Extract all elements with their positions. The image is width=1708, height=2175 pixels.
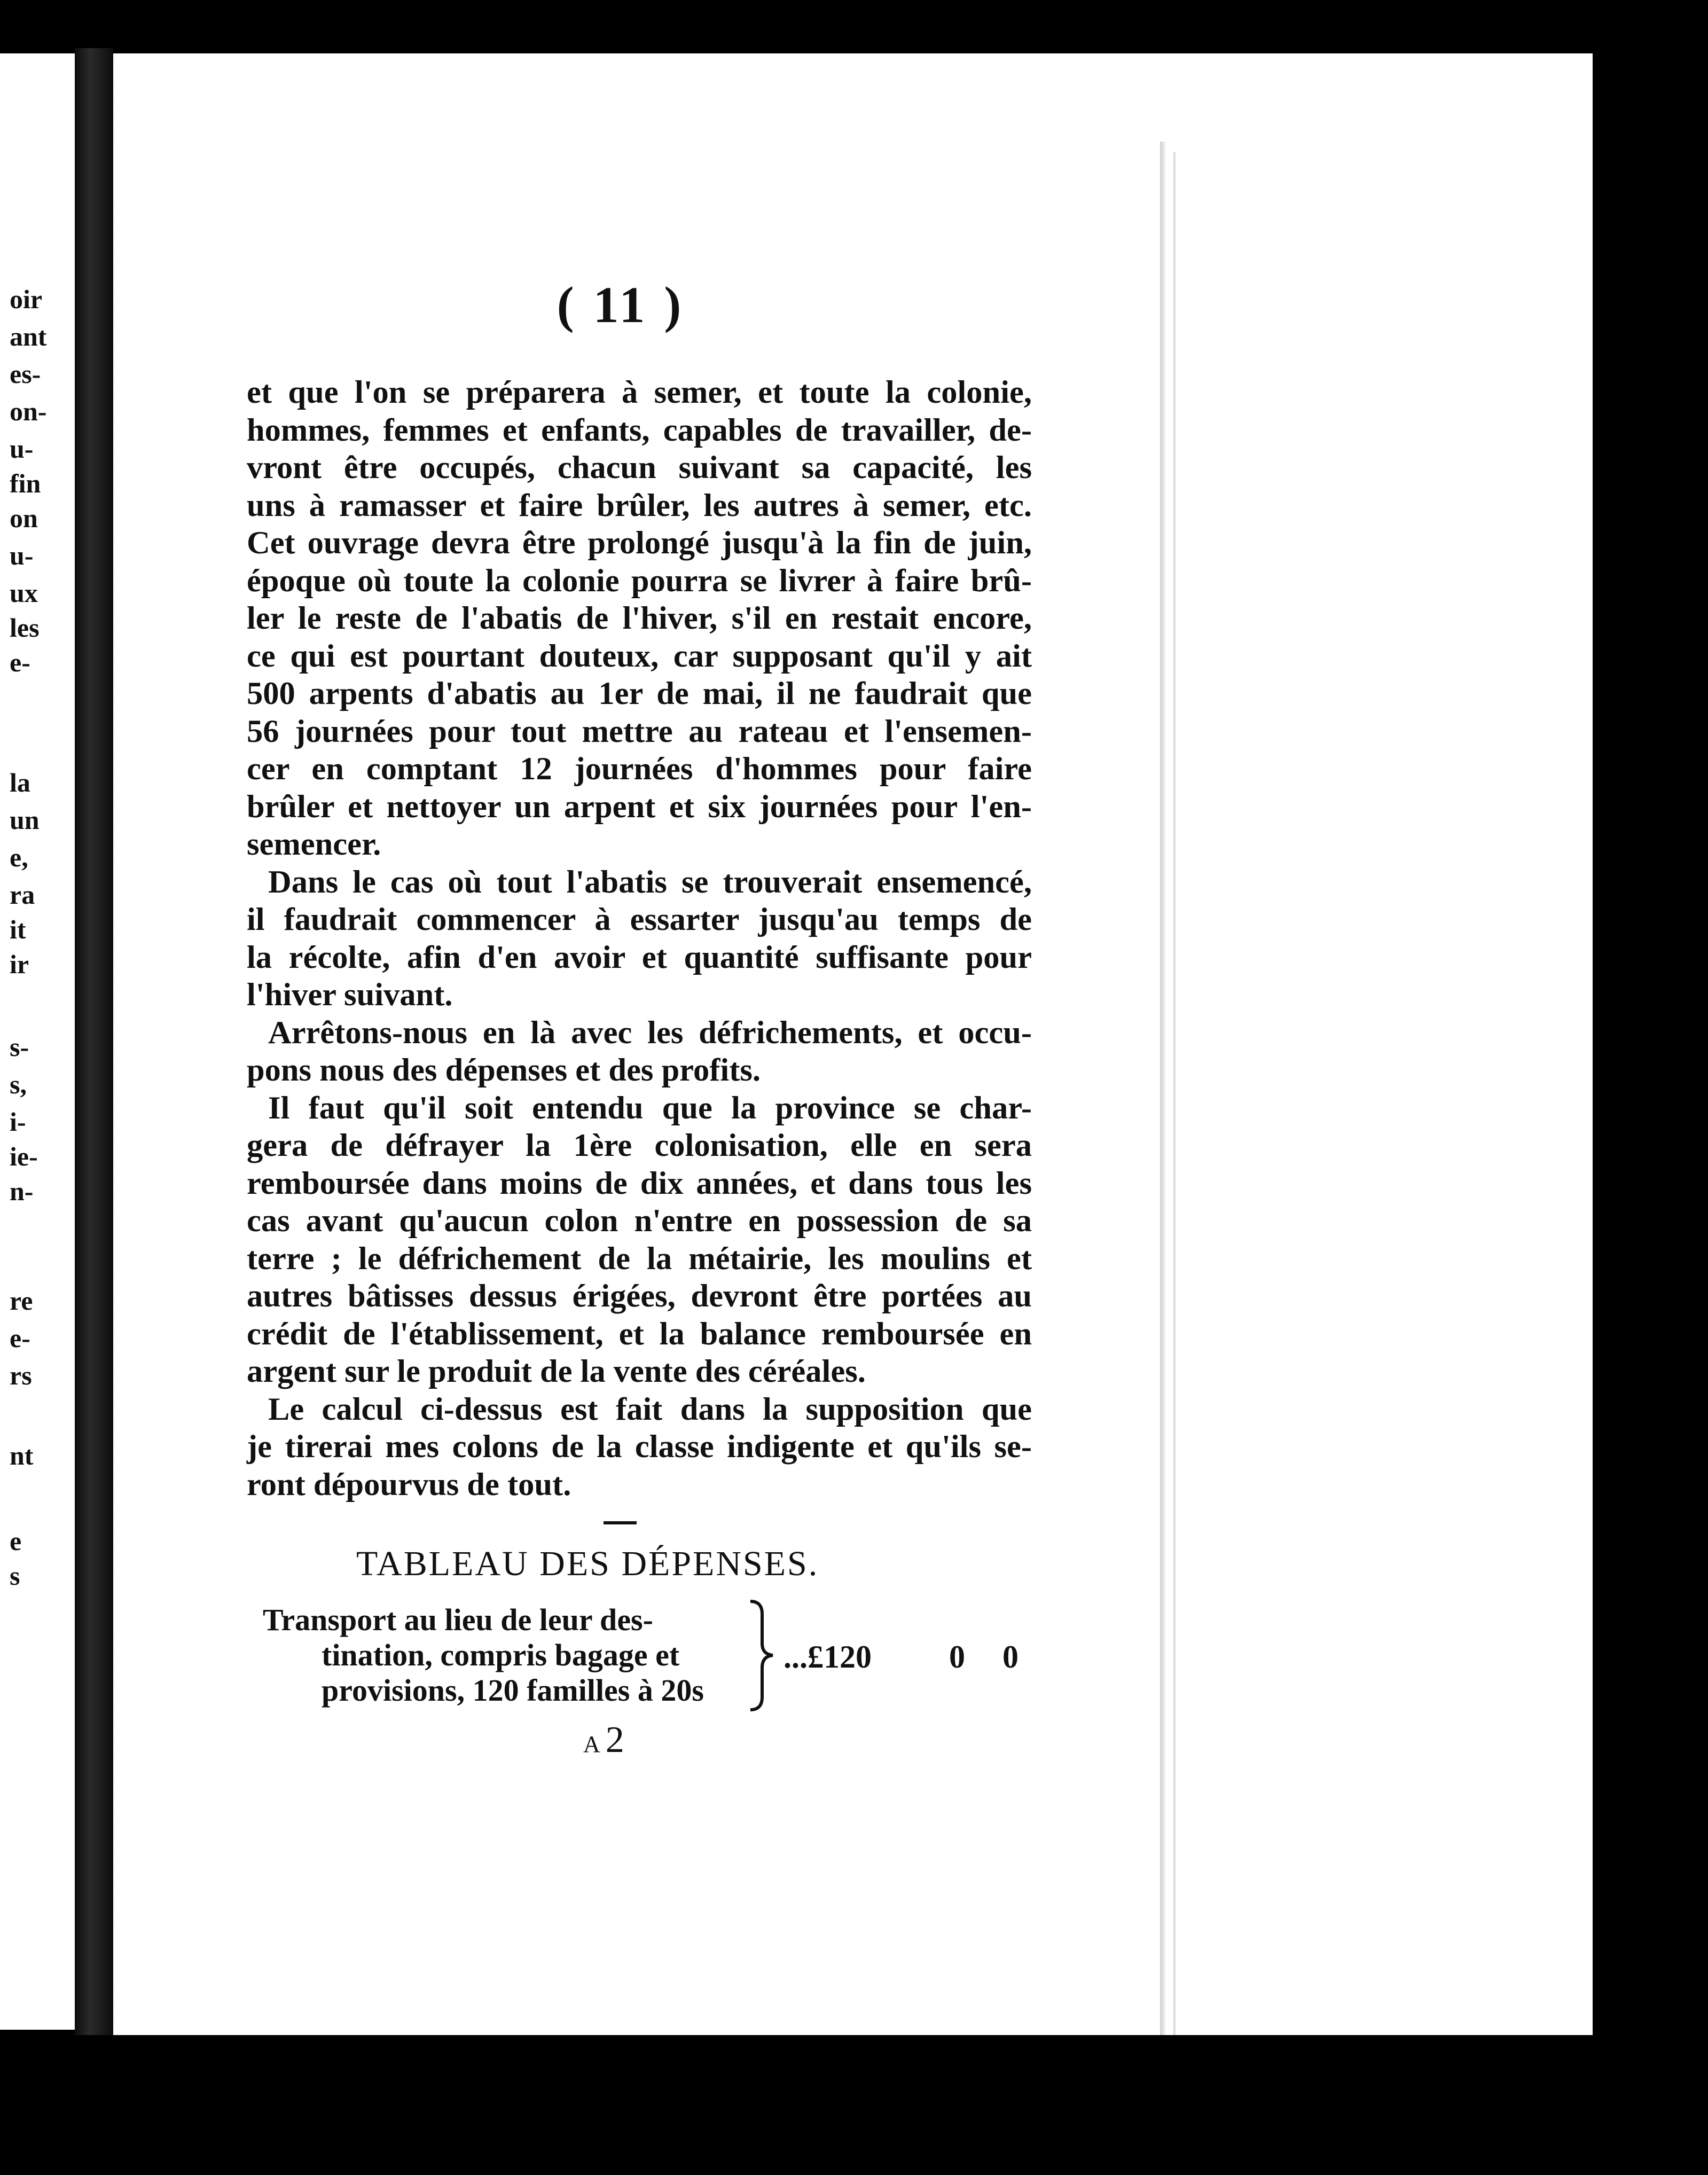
signature-number: 2 (605, 1719, 624, 1761)
body-line: l'hiver suivant. (247, 977, 453, 1013)
previous-page-fragment: re (10, 1286, 33, 1316)
previous-page-fragment: un (10, 805, 40, 835)
body-line: ront dépourvus de tout. (247, 1466, 571, 1503)
previous-page-fragment: e- (10, 1323, 30, 1353)
body-line: 56 journées pour tout mettre au rateau et l'ensemen- (247, 713, 1032, 749)
previous-page-fragment: e, (10, 842, 28, 872)
body-line: époque où toute la colonie pourra se livrer à faire brû- (247, 562, 1032, 599)
body-line: ler le reste de l'abatis de l'hiver, s'il en restait encore, (247, 600, 1032, 636)
previous-page-fragment: e (10, 1526, 22, 1556)
expense-shillings: 0 (949, 1639, 965, 1675)
body-line: cer en comptant 12 journées d'hommes pour faire (247, 751, 1032, 787)
previous-page-fragment: u- (10, 434, 34, 464)
body-line: vront être occupés, chacun suivant sa capacité, les (247, 450, 1032, 486)
book-page (113, 53, 1593, 2035)
body-line: Arrêtons-nous en là avec les défrichements, et occu- (268, 1014, 1032, 1051)
previous-page-fragment: e- (10, 647, 30, 677)
body-line: gera de défrayer la 1ère colonisation, elle en sera (247, 1128, 1032, 1163)
previous-page-fragment: ant (10, 322, 47, 351)
body-line: autres bâtisses dessus érigées, devront être portées au (247, 1278, 1032, 1314)
previous-page-fragment: it (10, 914, 26, 944)
body-line: remboursée dans moins de dix années, et dans tous les (247, 1165, 1032, 1201)
page-edge (1160, 142, 1165, 2086)
previous-page-fragment: ux (10, 578, 38, 608)
previous-page-fragment: es- (10, 359, 41, 389)
previous-page-fragment: on (10, 503, 38, 533)
expense-description (263, 1602, 743, 1708)
previous-page-fragment: n- (10, 1176, 34, 1206)
expense-desc-line-1: Transport au lieu de leur des- (263, 1602, 653, 1637)
body-line: pons nous des dépenses et des profits. (247, 1052, 761, 1088)
previous-page-fragment: on- (10, 396, 47, 426)
scan-border-right (1685, 0, 1708, 2175)
body-line: crédit de l'établissement, et la balance remboursée en (247, 1316, 1032, 1352)
signature-letter: A (583, 1731, 600, 1757)
body-line: hommes, femmes et enfants, capables de travailler, de- (247, 412, 1032, 448)
previous-page-fragment: i- (10, 1107, 26, 1137)
previous-page-fragment: s, (10, 1069, 27, 1099)
previous-page-fragment: s- (10, 1032, 29, 1062)
previous-page-strip (0, 53, 75, 2030)
previous-page-fragment: nt (10, 1441, 34, 1470)
body-line: Cet ouvrage devra être prolongé jusqu'à la fin de juin, (247, 525, 1032, 561)
body-line: cas avant qu'aucun colon n'entre en possession de sa (247, 1203, 1032, 1239)
book-binding (75, 48, 113, 2035)
expense-pence: 0 (1002, 1639, 1018, 1675)
previous-page-fragment: ie- (10, 1141, 38, 1171)
table-title: TABLEAU DES DÉPENSES. (356, 1544, 819, 1583)
body-line: Dans le cas où tout l'abatis se trouverait ensemencé, (268, 864, 1032, 900)
body-line: il faudrait commencer à essarter jusqu'au temps de (247, 902, 1032, 937)
body-line: uns à ramasser et faire brûler, les autres à semer, etc. (247, 487, 1032, 523)
previous-page-fragment: u- (10, 541, 34, 570)
previous-page-fragment: les (10, 613, 40, 643)
expense-pounds: ...£120 (784, 1639, 872, 1675)
previous-page-fragment: rs (10, 1360, 32, 1390)
body-line: et que l'on se préparera à semer, et toute la colonie, (247, 374, 1032, 410)
previous-page-fragment: ra (10, 880, 35, 910)
curly-brace-icon (746, 1598, 778, 1713)
previous-page-fragment: ir (10, 949, 29, 979)
body-line: brûler et nettoyer un arpent et six journées pour l'en- (247, 788, 1032, 825)
body-line: je tirerai mes colons de la classe indigente et qu'ils se- (247, 1429, 1032, 1465)
printer-signature (583, 1719, 624, 1762)
previous-page-fragment: oir (10, 284, 43, 314)
body-line: terre ; le défrichement de la métairie, les moulins et (247, 1240, 1032, 1277)
body-line: Il faut qu'il soit entendu que la province se char- (268, 1090, 1032, 1126)
body-line: semencer. (247, 826, 381, 862)
page-edge-inner (1173, 152, 1176, 2075)
page-number: ( 11 ) (557, 276, 685, 333)
body-line: la récolte, afin d'en avoir et quantité suffisante pour (247, 939, 1032, 975)
expense-desc-line-3: provisions, 120 familles à 20s (322, 1673, 704, 1708)
body-text (247, 374, 1032, 1504)
expense-row (263, 1602, 1043, 1731)
previous-page-fragment: fin (10, 468, 41, 498)
body-line: Le calcul ci-dessus est fait dans la supposition que (268, 1391, 1032, 1427)
previous-page-fragment: la (10, 768, 30, 797)
section-rule (604, 1521, 637, 1524)
scan-border-bottom (0, 2035, 1708, 2175)
body-line: argent sur le produit de la vente des céréales. (247, 1353, 866, 1389)
previous-page-fragment: s (10, 1561, 20, 1591)
expense-amount (784, 1639, 1018, 1676)
expense-desc-line-2: tination, compris bagage et (322, 1638, 680, 1672)
body-line: 500 arpents d'abatis au 1er de mai, il ne faudrait que (247, 676, 1032, 711)
body-line: ce qui est pourtant douteux, car supposant qu'il y ait (247, 638, 1032, 674)
